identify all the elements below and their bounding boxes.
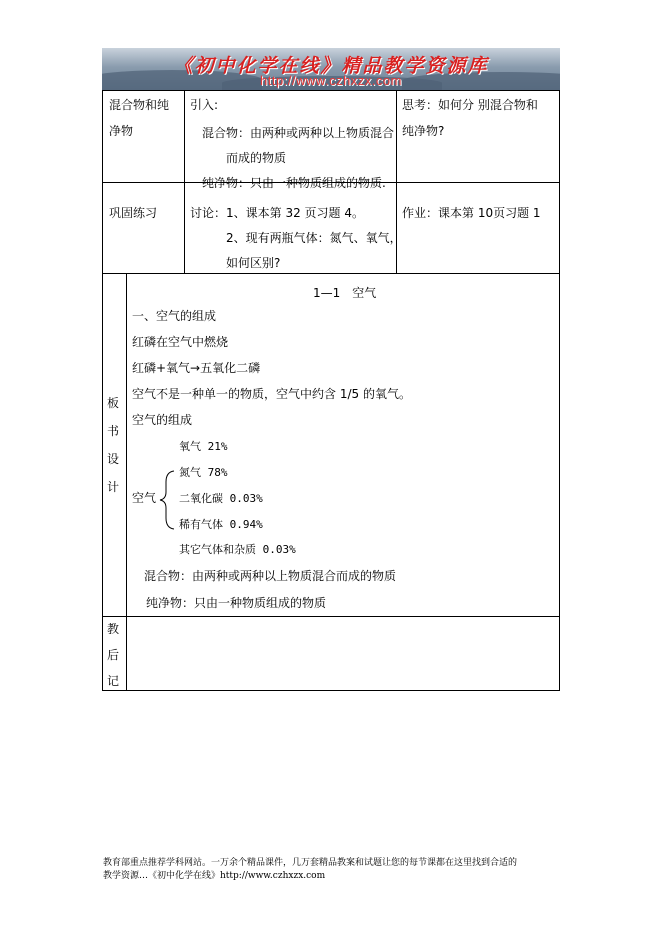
air-component: 其它气体和杂质 0.03% (179, 543, 296, 556)
air-component: 稀有气体 0.94% (179, 518, 263, 531)
row2-topic: 巩固练习 (109, 206, 158, 220)
row-divider (103, 273, 559, 274)
board-line: 空气的组成 (132, 413, 193, 427)
board-side-label: 设 (106, 452, 119, 466)
row1-intro-line: 而成的物质 (226, 151, 287, 165)
board-heading: 1—1 空气 (313, 286, 377, 300)
row2-homework: 作业：课本第 10页习题 1 (402, 206, 541, 220)
definition-line: 纯净物：只由一种物质组成的物质 (146, 596, 327, 610)
banner-title: 《初中化学在线》精品教学资源库 (173, 55, 489, 77)
board-line: 空气不是一种单一的物质，空气中约含 1/5 的氧气。 (132, 387, 411, 401)
brace-icon (158, 470, 176, 530)
banner-url[interactable]: http://www.czhxzx.com (260, 73, 402, 88)
row1-topic-line2: 净物 (109, 124, 134, 138)
air-component: 氧气 21% (179, 440, 228, 453)
board-line: 红磷在空气中燃烧 (132, 335, 229, 349)
postnote-side-label: 教 (106, 622, 119, 636)
row2-discuss-line: 讨论：1、课本第 32 页习题 4。 (190, 206, 364, 220)
board-side-label: 板 (106, 396, 119, 410)
board-side-label: 书 (106, 424, 119, 438)
row1-intro-line: 纯净物：只由一种物质组成的物质. (202, 176, 386, 190)
air-label: 空气 (132, 491, 157, 505)
footer-line: 教育部重点推荐学科网站。一万余个精品课件，几万套精品教案和试题让您的每节课都在这里找到合适的 (103, 858, 518, 868)
definition-line: 混合物：由两种或两种以上物质混合而成的物质 (144, 569, 397, 583)
header-banner (102, 48, 560, 90)
row1-intro-line: 混合物：由两种或两种以上物质混合 (202, 126, 395, 140)
postnote-side-label: 后 (106, 648, 119, 662)
col-divider (396, 91, 397, 273)
col-divider (126, 273, 127, 690)
air-component: 氮气 78% (179, 466, 228, 479)
row1-topic-line1: 混合物和纯 (109, 98, 170, 112)
footer-line: 教学资源…《初中化学在线》http://www.czhxzx.com (103, 871, 326, 881)
row2-discuss-line: 2、现有两瓶气体：氮气、氧气， (226, 231, 402, 245)
row1-intro-heading: 引入: (190, 98, 219, 112)
row-divider (103, 616, 559, 617)
page-footer (103, 857, 563, 883)
row1-think-line1: 思考：如何分 别混合物和 (402, 98, 538, 112)
board-line: 红磷+氧气→五氧化二磷 (132, 361, 261, 375)
row1-think-line2: 纯净物? (402, 124, 445, 138)
col-divider (184, 91, 185, 273)
air-component: 二氧化碳 0.03% (179, 492, 263, 505)
board-line: 一、空气的组成 (132, 309, 217, 323)
board-side-label: 计 (106, 480, 119, 494)
postnote-side-label: 记 (106, 674, 119, 688)
row2-discuss-line: 如何区别? (226, 256, 281, 270)
